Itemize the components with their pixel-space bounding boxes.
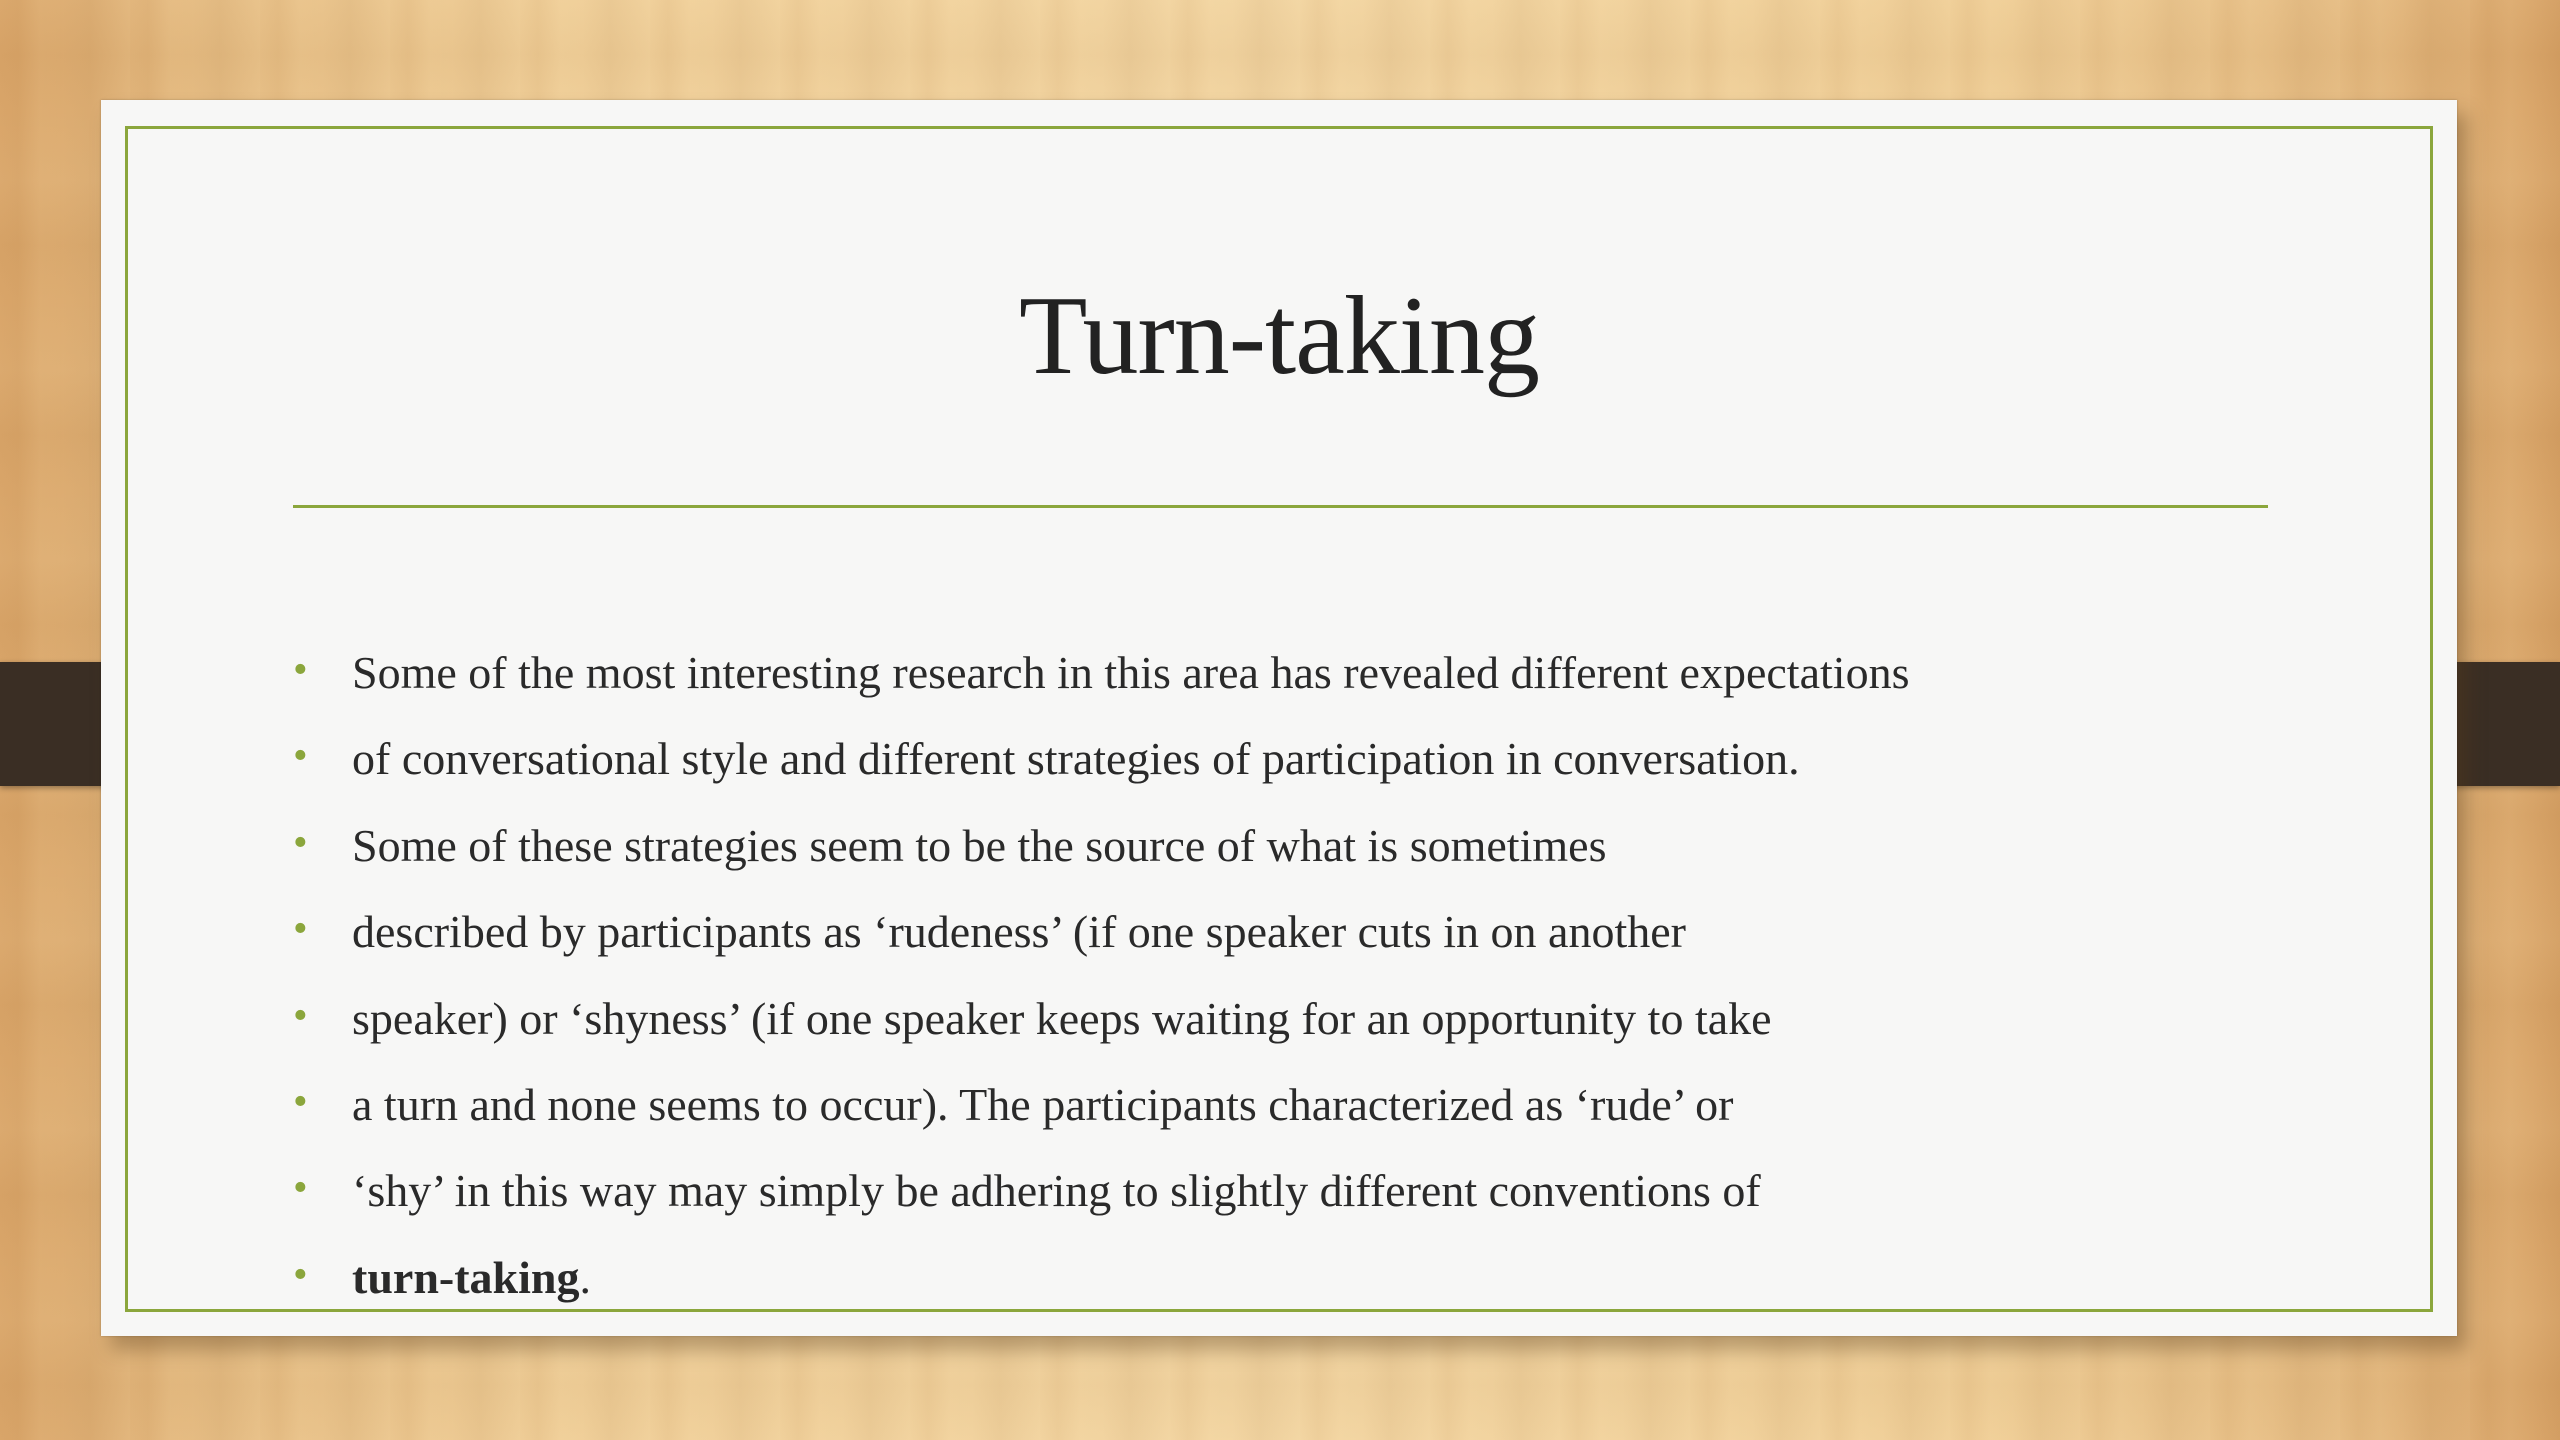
bullet-item bbox=[293, 1158, 1909, 1244]
bullet-item bbox=[293, 1245, 1909, 1331]
bullet-icon: • bbox=[293, 647, 308, 693]
bullet-item bbox=[293, 1072, 1909, 1158]
bullet-text: Some of these strategies seem to be the source of what is sometimes bbox=[352, 819, 1607, 871]
bullet-text: a turn and none seems to occur). The participants characterized as ‘rude’ or bbox=[352, 1078, 1734, 1130]
bullet-item bbox=[293, 986, 1909, 1072]
bullet-item bbox=[293, 726, 1909, 812]
bullet-text: speaker) or ‘shyness’ (if one speaker keeps waiting for an opportunity to take bbox=[352, 992, 1772, 1044]
title-divider bbox=[293, 505, 2268, 508]
bullet-text: Some of the most interesting research in this area has revealed different expectations bbox=[352, 647, 1910, 698]
slide bbox=[101, 100, 2457, 1336]
bullet-icon: • bbox=[293, 1165, 308, 1212]
bullet-icon: • bbox=[293, 1251, 308, 1298]
bullet-text: ‘shy’ in this way may simply be adhering to slightly different conventions of bbox=[352, 1165, 1761, 1217]
bullet-icon: • bbox=[293, 992, 308, 1039]
slide-title: Turn-taking bbox=[1018, 274, 1539, 398]
bullet-text: of conversational style and different strategies of participation in conversation. bbox=[352, 733, 1800, 785]
bullet-bold-term: turn-taking bbox=[352, 1251, 580, 1303]
bullet-item bbox=[293, 640, 1909, 726]
bullet-trailing-punctuation: . bbox=[579, 1251, 591, 1303]
bullet-text: described by participants as ‘rudeness’ (if one speaker cuts in on another bbox=[352, 906, 1686, 958]
bullet-icon: • bbox=[293, 733, 308, 780]
bullet-icon: • bbox=[293, 1078, 308, 1125]
bullet-icon: • bbox=[293, 819, 308, 866]
bullet-list bbox=[293, 640, 1909, 1331]
bullet-item bbox=[293, 813, 1909, 899]
bullet-item bbox=[293, 899, 1909, 985]
bullet-icon: • bbox=[293, 906, 308, 953]
